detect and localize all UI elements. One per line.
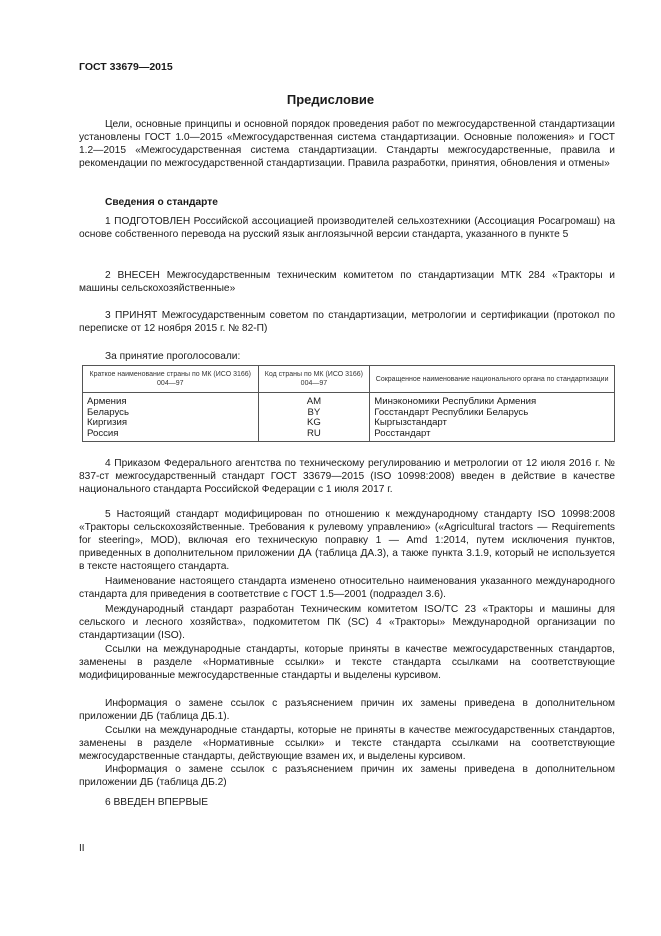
- header-national-body: Сокращенное наименование национального органа по стандартизации: [370, 366, 615, 393]
- cell-code: BY: [258, 408, 370, 419]
- item-5-paragraph-6: Ссылки на международные стандарты, которые не приняты в качестве межгосударственных стандартов, заменены в разделе «Нормативные ссылки» и тексте стандарта ссылками на соответствующие межгосударственные стандарты, действующие взамен их, и выделены курсивом.: [79, 725, 615, 762]
- item-4-paragraph: 4 Приказом Федерального агентства по техническому регулированию и метрологии от 12 июля 2016 г. № 837-ст межгосударственный стандарт ГОСТ 33679—2015 (ISO 10998:2008) введен в действие в качестве национального стандарта Российской Федерации с 1 июля 2017 г.: [79, 458, 615, 495]
- header-country-code: Код страны по МК (ИСО 3166) 004—97: [258, 366, 370, 393]
- cell-body: Госстандарт Республики Беларусь: [370, 408, 615, 419]
- item-5-paragraph-3: Международный стандарт разработан Техническим комитетом ISO/TC 23 «Тракторы и машины для сельского и лесного хозяйства», подкомитетом ПК (SC) 4 «Тракторы» Международной организации по стандартизации (ISO).: [79, 604, 615, 641]
- table-row: [83, 408, 615, 419]
- item-5-paragraph-4: Ссылки на международные стандарты, которые приняты в качестве межгосударственных стандартов, заменены в разделе «Нормативные ссылки» и тексте стандарта ссылками на соответствующие модифицированные межгосударственные стандарты и выделены курсивом.: [79, 644, 615, 681]
- table-row: [83, 393, 615, 408]
- voted-label: За принятие проголосовали:: [105, 351, 241, 362]
- cell-code: KG: [258, 418, 370, 429]
- cell-body: Росстандарт: [370, 429, 615, 442]
- item-3-paragraph: 3 ПРИНЯТ Межгосударственным советом по стандартизации, метрологии и сертификации (протокол по переписке от 12 ноября 2015 г. № 82-П): [79, 310, 615, 334]
- header-country-name: Краткое наименование страны по МК (ИСО 3166) 004—97: [83, 366, 259, 393]
- intro-paragraph: Цели, основные принципы и основной порядок проведения работ по межгосударственной стандартизации установлены ГОСТ 1.0—2015 «Межгосударственная система стандартизации. Основные положения» и ГОСТ 1.2—2015 «Межгосударственная система стандартизации. Стандарты межгосударственные, правила и рекомендации по межгосударственной стандартизации. Правила разработки, принятия, обновления и отмены»: [79, 119, 615, 169]
- item-2-paragraph: 2 ВНЕСЕН Межгосударственным техническим комитетом по стандартизации МТК 284 «Тракторы и машины сельскохозяйственные»: [79, 270, 615, 294]
- cell-code: RU: [258, 429, 370, 442]
- table-row: [83, 429, 615, 442]
- cell-body: Кыргызстандарт: [370, 418, 615, 429]
- item-5-paragraph-1: 5 Настоящий стандарт модифицирован по отношению к международному стандарту ISO 10998:2008 «Тракторы сельскохозяйственные. Требования к рулевому управлению» («Agricultural tractors — Requirements for steering», MOD), включая его техническую поправку 1 — Amd 1:2014, путем исключения пунктов, приведенных в дополнительном приложении ДА (таблица ДА.3), а также пункта 3.1.9, который не используется в тексте настоящего стандарта.: [79, 509, 615, 572]
- cell-country: Беларусь: [83, 408, 259, 419]
- item-5-paragraph-2: Наименование настоящего стандарта изменено относительно наименования указанного международного стандарта для приведения в соответствие с ГОСТ 1.5—2001 (подраздел 3.6).: [79, 576, 615, 600]
- page-number: II: [79, 843, 85, 854]
- document-id: ГОСТ 33679—2015: [79, 61, 173, 73]
- page-title: Предисловие: [286, 92, 375, 107]
- item-5-paragraph-5: Информация о замене ссылок с разъяснением причин их замены приведена в дополнительном приложении ДБ (таблица ДБ.1).: [79, 698, 615, 722]
- item-5-paragraph-7: Информация о замене ссылок с разъяснением причин их замены приведена в дополнительном приложении ДБ (таблица ДБ.2): [79, 764, 615, 788]
- cell-country: Армения: [83, 393, 259, 408]
- item-1-paragraph: 1 ПОДГОТОВЛЕН Российской ассоциацией производителей сельхозтехники (Ассоциация Росагромаш) на основе собственного перевода на русский язык англоязычной версии стандарта, указанного в пункте 5: [79, 216, 615, 240]
- table-row: [83, 418, 615, 429]
- table-header-row: [83, 366, 615, 393]
- votes-table: [82, 365, 615, 442]
- cell-country: Киргизия: [83, 418, 259, 429]
- item-6-paragraph: 6 ВВЕДЕН ВПЕРВЫЕ: [105, 797, 209, 808]
- section-heading: Сведения о стандарте: [105, 197, 218, 208]
- cell-code: AM: [258, 393, 370, 408]
- cell-body: Минэкономики Республики Армения: [370, 393, 615, 408]
- cell-country: Россия: [83, 429, 259, 442]
